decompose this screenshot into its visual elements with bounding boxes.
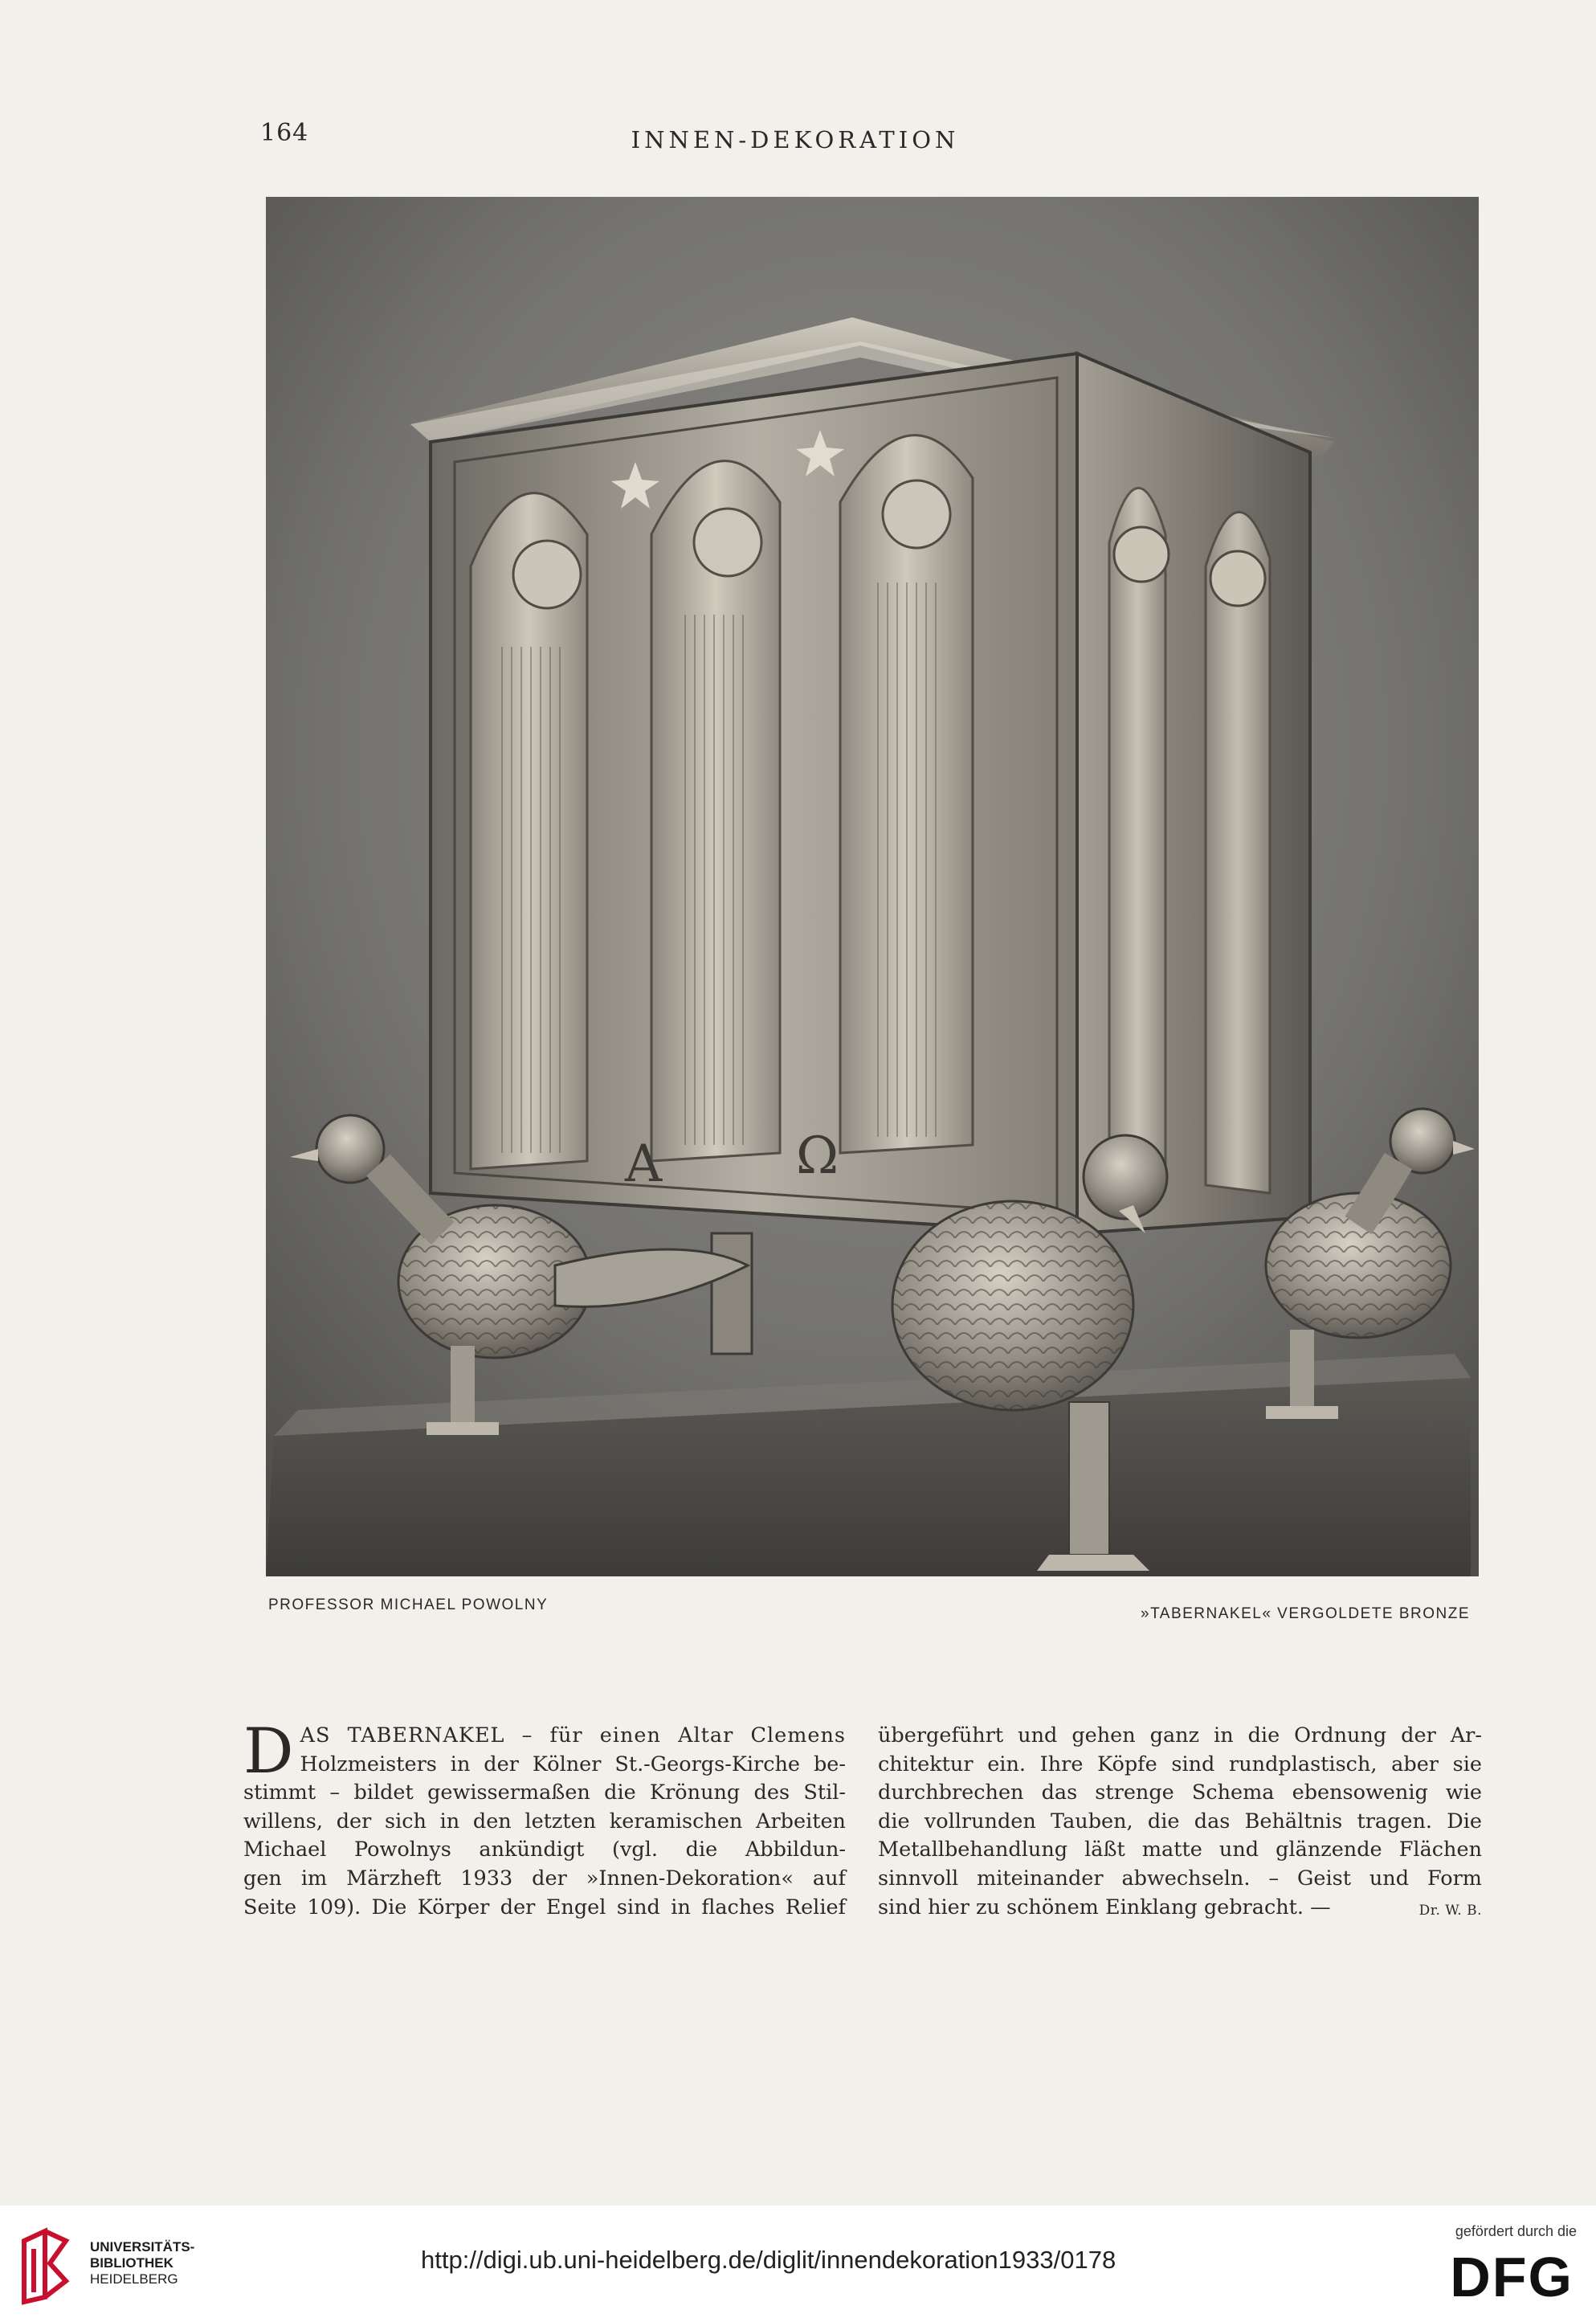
text-line: sind hier zu schönem Einklang gebracht. — — [878, 1895, 1331, 1919]
dfg-logo: DFG — [1450, 2246, 1574, 2308]
funded-by-label: gefördert durch die — [1455, 2223, 1577, 2239]
institution-line: BIBLIOTHEK — [90, 2255, 173, 2271]
permalink-url[interactable]: http://digi.ub.uni-heidelberg.de/diglit/innendekoration1933/0178 — [421, 2246, 1116, 2274]
text-line: Seite 109). Die Körper der Engel sind in flaches Relief — [243, 1895, 846, 1919]
page-number: 164 — [260, 119, 309, 147]
running-title: INNEN-DEKORATION — [631, 126, 960, 153]
text-line: AS TABERNAKEL – für einen Altar Clemens — [300, 1723, 846, 1748]
text-line: willens, der sich in den letzten keramischen Arbeiten — [243, 1809, 846, 1833]
university-library-logo-icon — [18, 2225, 79, 2309]
omega-letter: Ω — [796, 1126, 839, 1186]
institution-line: HEIDELBERG — [90, 2271, 178, 2287]
text-line: übergeführt und gehen ganz in die Ordnung der Ar- — [878, 1723, 1482, 1748]
text-line: Holzmeisters in der Kölner St.-Georgs-Kirche be- — [300, 1752, 846, 1776]
text-line: gen im Märzheft 1933 der »Innen-Dekoration« auf — [243, 1866, 846, 1891]
library-footer — [0, 2205, 1596, 2322]
text-line: chitektur ein. Ihre Köpfe sind rundplastisch, aber sie — [878, 1752, 1482, 1776]
figure-caption-title: »TABERNAKEL« VERGOLDETE BRONZE — [1141, 1605, 1470, 1622]
institution-name — [90, 2239, 194, 2287]
text-line: sinnvoll miteinander abwechseln. – Geist und Form — [878, 1866, 1482, 1891]
figure-caption-artist: PROFESSOR MICHAEL POWOLNY — [268, 1596, 549, 1613]
text-line: Metallbehandlung läßt matte und glänzende Flächen — [878, 1838, 1482, 1862]
text-line: stimmt – bildet gewissermaßen die Krönung des Stil- — [243, 1780, 846, 1805]
alpha-letter: A — [625, 1134, 663, 1194]
text-line-last — [878, 1894, 1482, 1923]
text-line: durchbrechen das strenge Schema ebensowenig wie — [878, 1780, 1482, 1805]
article-left-column — [243, 1715, 846, 1922]
institution-line: UNIVERSITÄTS- — [90, 2239, 195, 2255]
author-signature: Dr. W. B. — [1418, 1902, 1482, 1919]
text-line: Michael Powolnys ankündigt (vgl. die Abbildun- — [243, 1838, 846, 1862]
tabernacle-photo — [266, 197, 1479, 1576]
article-right-column — [878, 1722, 1482, 1925]
text-line: die vollrunden Tauben, die das Behältnis tragen. Die — [878, 1809, 1482, 1833]
drop-cap: D — [243, 1715, 294, 1788]
